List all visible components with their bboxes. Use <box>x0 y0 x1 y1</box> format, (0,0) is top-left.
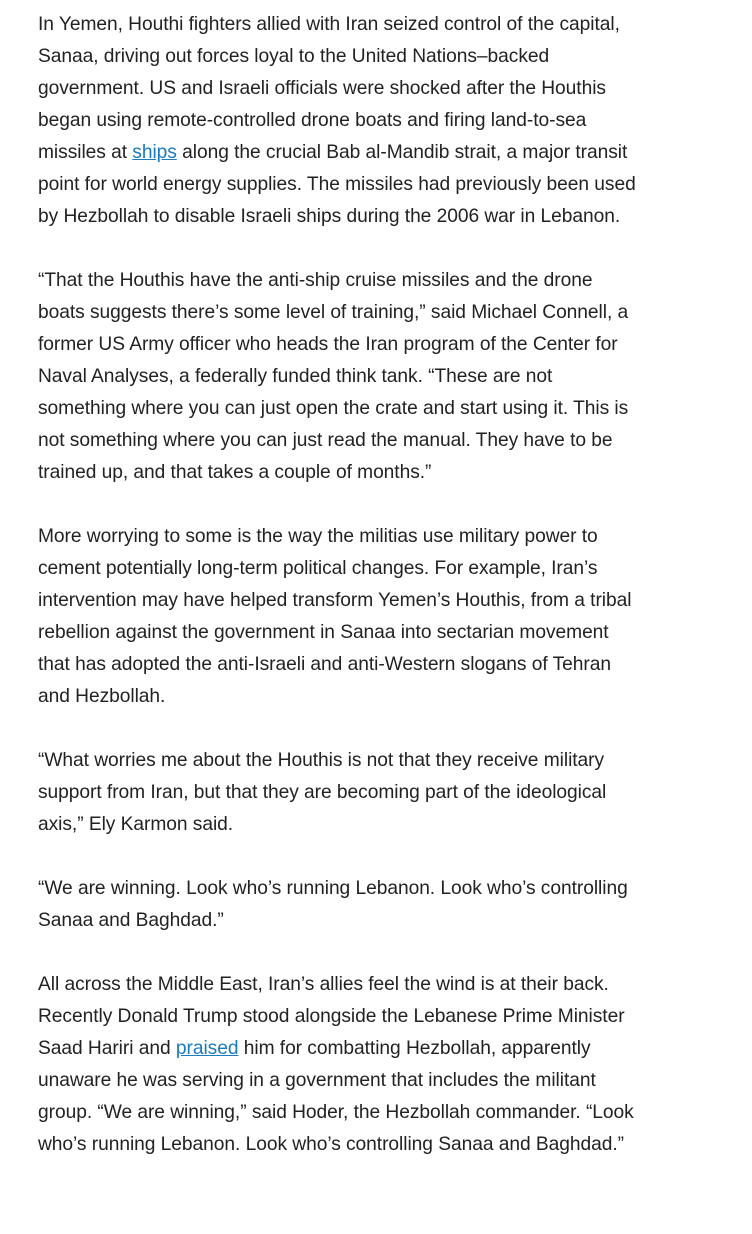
paragraph-karmon-quote: “What worries me about the Houthis is not that they receive military support from Iran, but that they are becoming part of the ideological axis,” Ely Karmon said. <box>38 750 607 835</box>
paragraph-yemen-houthis <box>38 9 644 233</box>
paragraph-political-changes: More worrying to some is the way the militias use military power to cement potentially long-term political changes. For example, Iran’s intervention may have helped transform Yemen’s Houthis, from a tribal rebellion against the government in Sanaa into sectarian movement that has adopted the anti-Israeli and anti-Western slogans of Tehran and Hezbollah. <box>38 526 632 707</box>
paragraph-connell-quote: “That the Houthis have the anti-ship cruise missiles and the drone boats suggests there’s some level of training,” said Michael Connell, a former US Army officer who heads the Iran program of the Center for Naval Analyses, a federally funded think tank. “These are not something where you can just open the crate and start using it. This is not something where you can just read the manual. They have to be trained up, and that takes a couple of months.” <box>38 270 629 483</box>
ships-link[interactable]: ships <box>132 142 177 163</box>
paragraph-text: All across the Middle East, Iran’s allies feel the wind is at their back. Recently Donald Trump stood alongside the Lebanese Prime Minister Saad Hariri and <box>38 974 625 1059</box>
paragraph-winning-quote: “We are winning. Look who’s running Lebanon. Look who’s controlling Sanaa and Baghdad.” <box>38 878 628 931</box>
paragraph-text: In Yemen, Houthi fighters allied with Iran seized control of the capital, Sanaa, driving out forces loyal to the United Nations–backed government. US and Israeli officials were shocked after the Houthis began using remote-controlled drone boats and firing land-to-sea missiles at <box>38 14 620 163</box>
article-body <box>38 9 644 1193</box>
paragraph-text: along the crucial Bab al-Mandib strait, a major transit point for world energy supplies. The missiles had previously been used by Hezbollah to disable Israeli ships during the 2006 war in Lebanon. <box>38 142 636 227</box>
praised-link[interactable]: praised <box>175 1038 239 1059</box>
paragraph-text: him for combatting Hezbollah, apparently unaware he was serving in a government that includes the militant group. “We are winning,” said Hoder, the Hezbollah commander. “Look who’s running Lebanon. Look who’s controlling Sanaa and Baghdad.” <box>38 1038 634 1155</box>
paragraph-middle-east-allies <box>38 969 644 1161</box>
